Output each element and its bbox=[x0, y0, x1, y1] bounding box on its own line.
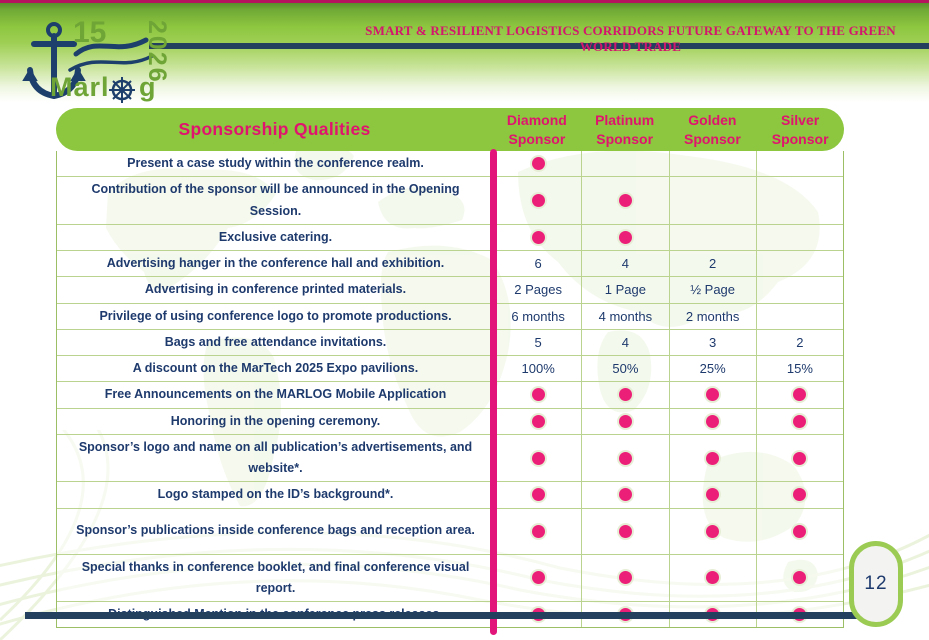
value-cell: 4 bbox=[581, 330, 668, 355]
table-row bbox=[57, 177, 843, 225]
value-cell bbox=[494, 382, 581, 407]
value-cell bbox=[581, 509, 668, 554]
value-cell: 6 bbox=[494, 251, 581, 276]
value-cell bbox=[669, 382, 756, 407]
value-cell bbox=[669, 435, 756, 482]
included-dot-icon bbox=[619, 194, 632, 207]
value-cell: 4 months bbox=[581, 304, 668, 329]
value-cell: 2 bbox=[669, 251, 756, 276]
value-cell bbox=[581, 409, 668, 434]
value-cell bbox=[494, 555, 581, 602]
footer-divider-line bbox=[25, 612, 883, 619]
included-dot-icon bbox=[619, 415, 632, 428]
included-dot-icon bbox=[793, 525, 806, 538]
table-row bbox=[57, 151, 843, 177]
included-dot-icon bbox=[706, 571, 719, 584]
value-cell: 50% bbox=[581, 356, 668, 381]
value-cell bbox=[494, 482, 581, 507]
column-header-platinum: Platinum Sponsor bbox=[595, 112, 655, 147]
value-cell bbox=[756, 409, 843, 434]
column-header-silver: Silver Sponsor bbox=[771, 112, 829, 147]
value-cell bbox=[756, 382, 843, 407]
value-cell bbox=[756, 277, 843, 302]
included-dot-icon bbox=[532, 194, 545, 207]
table-title: Sponsorship Qualities bbox=[178, 119, 371, 139]
value-cell bbox=[756, 225, 843, 250]
value-cell: 4 bbox=[581, 251, 668, 276]
value-cell bbox=[756, 509, 843, 554]
quality-cell: Advertising hanger in the conference hall and exhibition. bbox=[106, 256, 445, 270]
table-row bbox=[57, 382, 843, 408]
ship-wheel-icon bbox=[109, 77, 135, 103]
value-cell: 3 bbox=[669, 330, 756, 355]
table-body bbox=[56, 151, 844, 628]
quality-cell: Privilege of using conference logo to promote productions. bbox=[99, 308, 452, 323]
quality-cell: Sponsor’s logo and name on all publication’s advertisements, and website*. bbox=[78, 439, 473, 475]
included-dot-icon bbox=[532, 571, 545, 584]
value-cell bbox=[581, 382, 668, 407]
included-dot-icon bbox=[532, 488, 545, 501]
page-number-badge: 12 bbox=[849, 541, 903, 627]
included-dot-icon bbox=[619, 388, 632, 401]
quality-cell: Advertising in conference printed materials. bbox=[144, 282, 407, 297]
value-cell bbox=[756, 251, 843, 276]
column-header-golden: Golden Sponsor bbox=[683, 112, 741, 147]
value-cell bbox=[756, 435, 843, 482]
table-row bbox=[57, 509, 843, 555]
quality-cell: Free Announcements on the MARLOG Mobile Application bbox=[104, 387, 447, 402]
logo-year: 2026 bbox=[143, 20, 171, 84]
value-cell bbox=[494, 225, 581, 250]
value-cell bbox=[756, 151, 843, 176]
included-dot-icon bbox=[532, 231, 545, 244]
column-header-diamond: Diamond Sponsor bbox=[506, 112, 567, 147]
value-cell: 2 bbox=[756, 330, 843, 355]
sponsorship-table bbox=[56, 108, 844, 628]
table-header-band bbox=[56, 108, 844, 151]
included-dot-icon bbox=[706, 452, 719, 465]
quality-cell: Honoring in the opening ceremony. bbox=[170, 413, 381, 428]
included-dot-icon bbox=[793, 415, 806, 428]
value-cell: 2 months bbox=[669, 304, 756, 329]
included-dot-icon bbox=[793, 571, 806, 584]
included-dot-icon bbox=[532, 388, 545, 401]
conference-tagline: SMART & RESILIENT LOGISTICS CORRIDORS FUTURE GATEWAY TO THE GREEN WORLD TRADE bbox=[365, 23, 896, 54]
table-row bbox=[57, 409, 843, 435]
table-row bbox=[57, 277, 843, 303]
value-cell bbox=[756, 555, 843, 602]
value-cell bbox=[669, 482, 756, 507]
included-dot-icon bbox=[793, 452, 806, 465]
quality-cell: Special thanks in conference booklet, and final conference visual report. bbox=[81, 559, 470, 595]
table-row bbox=[57, 555, 843, 603]
included-dot-icon bbox=[706, 415, 719, 428]
value-cell bbox=[581, 151, 668, 176]
included-dot-icon bbox=[532, 452, 545, 465]
quality-cell: Contribution of the sponsor will be announced in the Opening Session. bbox=[91, 182, 460, 218]
value-cell bbox=[669, 555, 756, 602]
quality-cell: Bags and free attendance invitations. bbox=[164, 334, 387, 349]
value-cell: 25% bbox=[669, 356, 756, 381]
quality-cell: Logo stamped on the ID’s background*. bbox=[157, 487, 394, 502]
table-row bbox=[57, 304, 843, 330]
included-dot-icon bbox=[793, 488, 806, 501]
included-dot-icon bbox=[619, 488, 632, 501]
value-cell bbox=[756, 304, 843, 329]
included-dot-icon bbox=[532, 415, 545, 428]
table-row bbox=[57, 251, 843, 277]
table-row bbox=[57, 225, 843, 251]
quality-cell: Present a case study within the conference realm. bbox=[127, 156, 424, 170]
value-cell bbox=[756, 177, 843, 224]
value-cell: ½ Page bbox=[669, 277, 756, 302]
value-cell bbox=[494, 409, 581, 434]
table-row bbox=[57, 482, 843, 508]
logo-edition-number: 15 bbox=[73, 16, 107, 49]
included-dot-icon bbox=[619, 231, 632, 244]
quality-cell: A discount on the MarTech 2025 Expo pavilions. bbox=[132, 361, 419, 375]
value-cell bbox=[494, 509, 581, 554]
table-row bbox=[57, 435, 843, 483]
value-cell bbox=[669, 177, 756, 224]
quality-cell: Exclusive catering. bbox=[218, 229, 333, 244]
value-cell bbox=[669, 409, 756, 434]
included-dot-icon bbox=[706, 525, 719, 538]
value-cell: 1 Page bbox=[581, 277, 668, 302]
value-cell bbox=[581, 225, 668, 250]
value-cell bbox=[494, 151, 581, 176]
value-cell bbox=[494, 435, 581, 482]
included-dot-icon bbox=[706, 488, 719, 501]
value-cell: 2 Pages bbox=[494, 277, 581, 302]
marlog-logo bbox=[20, 18, 170, 118]
value-cell bbox=[581, 555, 668, 602]
value-cell: 15% bbox=[756, 356, 843, 381]
top-accent-strip bbox=[0, 0, 929, 3]
value-cell: 5 bbox=[494, 330, 581, 355]
included-dot-icon bbox=[793, 388, 806, 401]
logo-wordmark-prefix: Marl bbox=[50, 72, 110, 102]
included-dot-icon bbox=[532, 157, 545, 170]
value-cell bbox=[581, 482, 668, 507]
quality-cell: Sponsor’s publications inside conference bags and reception area. bbox=[76, 523, 475, 538]
included-dot-icon bbox=[532, 525, 545, 538]
table-row bbox=[57, 356, 843, 382]
value-cell bbox=[669, 509, 756, 554]
included-dot-icon bbox=[619, 452, 632, 465]
value-cell bbox=[669, 225, 756, 250]
value-cell: 6 months bbox=[494, 304, 581, 329]
table-row bbox=[57, 330, 843, 356]
value-cell bbox=[581, 177, 668, 224]
accent-divider-bar bbox=[490, 149, 497, 635]
value-cell: 100% bbox=[494, 356, 581, 381]
included-dot-icon bbox=[706, 388, 719, 401]
value-cell bbox=[581, 435, 668, 482]
value-cell bbox=[756, 482, 843, 507]
value-cell bbox=[494, 177, 581, 224]
included-dot-icon bbox=[619, 525, 632, 538]
included-dot-icon bbox=[619, 571, 632, 584]
value-cell bbox=[669, 151, 756, 176]
logo-wordmark-suffix: g bbox=[139, 72, 156, 102]
